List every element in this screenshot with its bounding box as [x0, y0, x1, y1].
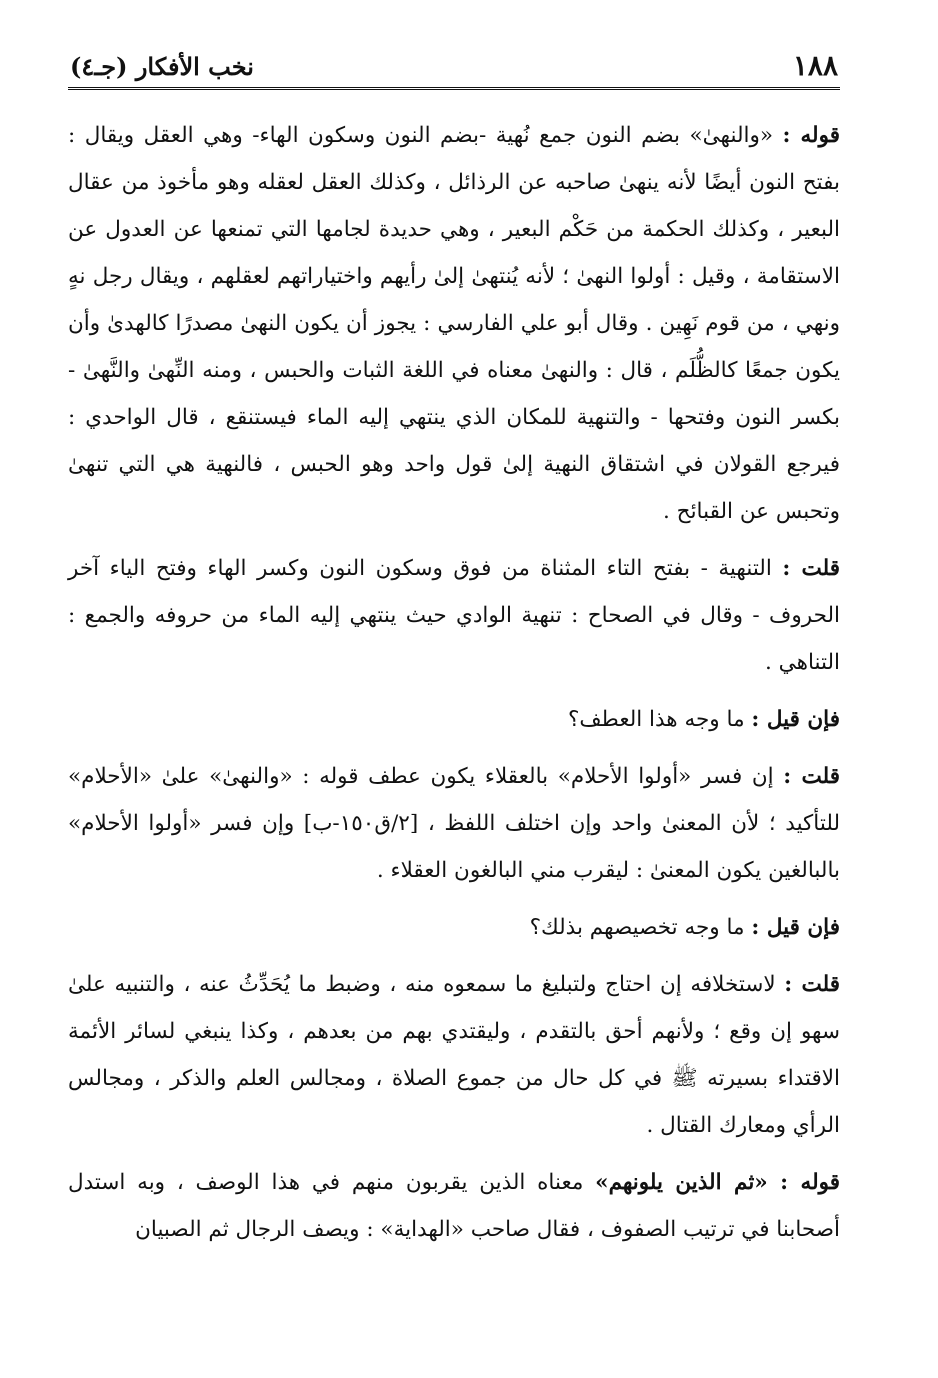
paragraph — [68, 696, 840, 743]
body-text — [68, 112, 840, 1253]
paragraph-lead: قوله : — [782, 123, 840, 148]
page-number: ١٨٨ — [792, 49, 838, 82]
paragraph-text: التنهية - بفتح التاء المثناة من فوق وسكون النون وكسر الهاء وفتح الياء آخر الحروف - وقال في الصحاح : تنهية الوادي حيث ينتهي إليه الماء من حروفه والجمع : التناهي . — [68, 556, 840, 675]
book-title: نخب الأفكار (جـ٤) — [70, 52, 254, 81]
paragraph-lead: فإن قيل : — [751, 707, 840, 732]
book-page — [68, 40, 840, 1340]
paragraph-text: ما وجه هذا العطف؟ — [568, 707, 752, 732]
paragraph-text: لاستخلافه إن احتاج ولتبليغ ما سمعوه منه ، وضبط ما يُحَدِّثُ عنه ، والتنبيه علىٰ سهو إن وقع ؛ ولأنهم أحق بالتقدم ، وليقتدي بهم من بعدهم ، وكذا ينبغي لسائر الأئمة الاقتداء بسيرته ﷺ في كل حال من جموع الصلاة ، ومجالس العلم والذكر ، ومجالس الرأي ومعارك القتال . — [68, 972, 840, 1138]
paragraph — [68, 1159, 840, 1253]
paragraph — [68, 961, 840, 1149]
paragraph-lead: قلت : — [783, 764, 840, 789]
paragraph-lead: فإن قيل : — [751, 915, 840, 940]
paragraph — [68, 545, 840, 686]
paragraph-text: معناه الذين يقربون منهم في هذا الوصف ، وبه استدل أصحابنا في ترتيب الصفوف ، فقال صاحب «الهداية» : ويصف الرجال ثم الصبيان — [68, 1170, 840, 1242]
paragraph-lead: قلت : — [782, 556, 840, 581]
paragraph-lead: قلت : — [784, 972, 840, 997]
paragraph-text: إن فسر «أولوا الأحلام» بالعقلاء يكون عطف قوله : «والنهىٰ» علىٰ «الأحلام» للتأكيد ؛ لأن المعنىٰ واحد وإن اختلف اللفظ ، [٢/ق١٥٠-ب] وإن فسر «أولوا الأحلام» بالبالغين يكون المعنىٰ : ليقرب مني البالغون العقلاء . — [68, 764, 840, 883]
paragraph — [68, 112, 840, 535]
paragraph — [68, 753, 840, 894]
paragraph-text: ما وجه تخصيصهم بذلك؟ — [529, 915, 752, 940]
paragraph-text: «والنهىٰ» بضم النون جمع نُهية -بضم النون وسكون الهاء- وهي العقل ويقال : بفتح النون أيضًا لأنه ينهىٰ صاحبه عن الرذائل ، وكذلك العقل لعقله وهو مأخوذ من عقال البعير ، وكذلك الحكمة من حَكْم البعير ، وهي حديدة لجامها التي تمنعها عن العدول عن الاستقامة ، وقيل : أولوا النهىٰ ؛ لأنه يُنتهىٰ إلىٰ رأيهم واختياراتهم لعقلهم ، ويقال رجل نهٍ ونهي ، من قوم نَهِين . وقال أبو علي الفارسي : يجوز أن يكون النهىٰ مصدرًا كالهدىٰ وأن يكون جمعًا كالظُّلَم ، قال : والنهىٰ معناه في اللغة الثبات والحبس ، ومنه النِّهىٰ والنَّهىٰ - بكسر النون وفتحها - والتنهية للمكان الذي ينتهي إليه الماء فيستنقع ، قال الواحدي : فيرجع القولان في اشتقاق النهية إلىٰ قول واحد وهو الحبس ، فالنهية هي التي تنهىٰ وتحبس عن القبائح . — [68, 123, 840, 524]
paragraph — [68, 904, 840, 951]
paragraph-lead: قوله : «ثم الذين يلونهم» — [595, 1170, 841, 1195]
running-header — [68, 40, 840, 90]
